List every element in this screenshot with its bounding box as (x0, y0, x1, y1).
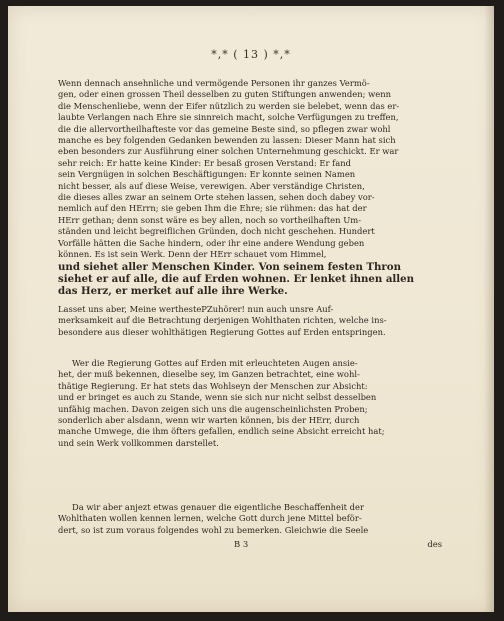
text-line: eben besonders zur Ausführung einer solchen Unternehmung geschickt. Er war (58, 146, 399, 157)
page-header: *,* ( 13 ) *,* (211, 48, 291, 61)
text-line: Wohlthaten wollen kennen lernen, welche Gott durch jene Mittel beför- (58, 513, 362, 524)
signature-mark: B 3 (234, 539, 249, 549)
paragraph-2 (58, 304, 442, 338)
text-line-emphasis: siehet er auf alle, die auf Erden wohnen. Er lenket ihnen allen (58, 272, 415, 285)
text-line: merksamkeit auf die Betrachtung derjenigen Wohlthaten richten, welche ins- (58, 315, 387, 326)
text-line: und er bringet es auch zu Stande, wenn sie sich nur nicht selbst desselben (58, 392, 377, 403)
book-page (8, 6, 494, 612)
text-line: het, der muß bekennen, dieselbe sey, im Ganzen betrachtet, eine wohl- (58, 369, 360, 380)
text-line: besondere aus dieser wohlthätigen Regierung Gottes auf Erden entspringen. (58, 326, 386, 337)
text-line: Lasset uns aber, Meine werthestePZuhörer! nun auch unsre Auf- (58, 304, 334, 314)
paragraph-4 (58, 502, 442, 536)
text-line: können. Es ist sein Werk. Denn der HErr schauet vom Himmel, (58, 249, 327, 260)
catchword: des (427, 539, 442, 549)
text-line: laubte Verlangen nach Ehre sie sinnreich macht, solche Verfügungen zu treffen, (58, 112, 399, 123)
text-line: manche Umwege, die ihm öfters gefallen, endlich seine Absicht erreicht hat; (58, 426, 385, 437)
text-line: Wenn dennach ansehnliche und vermögende Personen ihr ganzes Vermö- (58, 78, 370, 88)
text-line: dert, so ist zum voraus folgendes wohl zu bemerken. Gleichwie die Seele (58, 524, 369, 535)
paragraph-3 (58, 358, 442, 449)
text-line: HErr gethan; denn sonst wäre es bey allen, noch so vortheilhaften Um- (58, 214, 362, 225)
text-line: manche es bey folgenden Gedanken bewenden zu lassen: Dieser Mann hat sich (58, 135, 396, 146)
text-line: und sein Werk vollkommen darstellet. (58, 437, 219, 448)
text-line: thätige Regierung. Er hat stets das Wohlseyn der Menschen zur Absicht: (58, 380, 368, 391)
text-line: die Menschenliebe, wenn der Eifer nützlich zu werden sie belebet, wenn das er- (58, 100, 400, 111)
paragraph-1 (58, 78, 442, 298)
text-line: unfähig machen. Davon zeigen sich uns die augenscheinlichsten Proben; (58, 403, 368, 414)
text-line: sehr reich: Er hatte keine Kinder: Er besaß grosen Verstand: Er fand (58, 157, 352, 168)
text-line: die die allervortheilhafteste vor das gemeine Beste sind, so pflegen zwar wohl (58, 123, 391, 134)
text-line: gen, oder einen grossen Theil desselben zu guten Stiftungen anwenden; wenn (58, 89, 392, 100)
text-line: nemlich auf den HErrn; sie geben Ihm die Ehre; sie rühmen: das hat der (58, 203, 367, 214)
text-line: nicht besser, als auf diese Weise, verewigen. Aber verständige Christen, (58, 180, 365, 191)
text-line: Vorfälle hätten die Sache hindern, oder ihr eine andere Wendung geben (58, 237, 365, 248)
text-line: Wer die Regierung Gottes auf Erden mit erleuchteten Augen ansie- (72, 358, 358, 368)
text-line: die dieses alles zwar an seinem Orte stehen lassen, sehen doch dabey vor- (58, 192, 375, 203)
text-line-emphasis: und siehet aller Menschen Kinder. Von seinem festen Thron (58, 260, 401, 273)
text-line: sonderlich aber alsdann, wenn wir warten können, bis der HErr, durch (58, 415, 360, 426)
text-line: Da wir aber anjezt etwas genauer die eigentliche Beschaffenheit der (72, 502, 364, 512)
text-line: ständen und leicht begreiflichen Gründen, doch nicht geschehen. Hundert (58, 226, 375, 237)
text-line: sein Vergnügen in solchen Beschäftigungen: Er konnte seinen Namen (58, 169, 356, 180)
text-line-emphasis: das Herz, er merket auf alle ihre Werke. (58, 285, 288, 298)
